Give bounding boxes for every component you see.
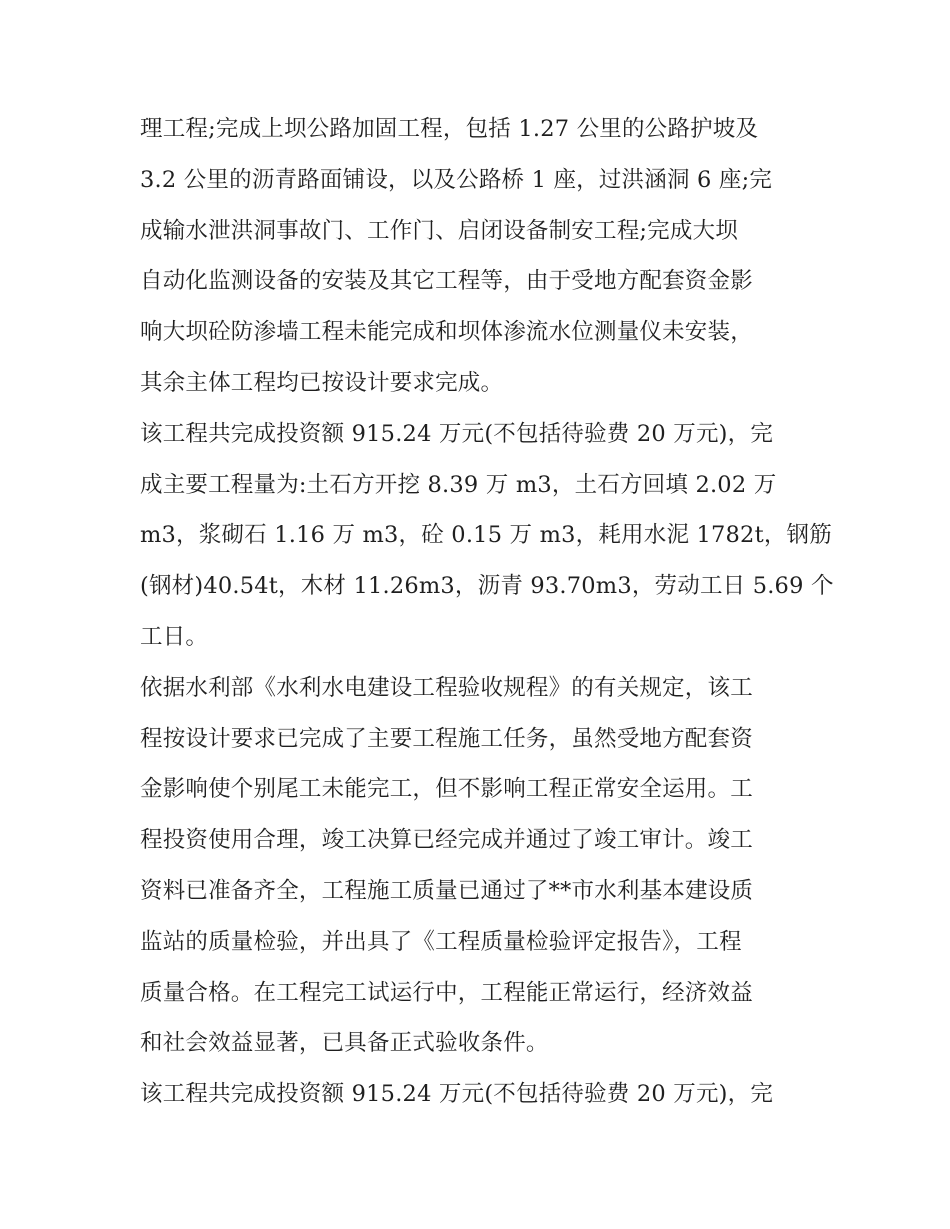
- text-line: 程投资使用合理，竣工决算已经完成并通过了竣工审计。竣工: [140, 827, 753, 854]
- text-line: 工日。: [140, 623, 209, 650]
- paragraph-1: [140, 104, 812, 409]
- text-line: 该工程共完成投资额 915.24 万元(不包括待验费 20 万元)，完: [140, 1081, 774, 1108]
- text-line: 响大坝砼防渗墙工程未能完成和坝体渗流水位测量仪未安装，: [140, 319, 753, 346]
- text-line: 程按设计要求已完成了主要工程施工任务，虽然受地方配套资: [140, 725, 753, 752]
- text-line: 自动化监测设备的安装及其它工程等，由于受地方配套资金影: [140, 268, 753, 295]
- text-line: 成主要工程量为:土石方开挖 8.39 万 m3，土石方回填 2.02 万: [140, 471, 777, 498]
- text-line: 金影响使个别尾工未能完工，但不影响工程正常安全运用。工: [140, 776, 753, 803]
- paragraph-2: [140, 409, 834, 663]
- text-line: 质量合格。在工程完工试运行中，工程能正常运行，经济效益: [140, 979, 753, 1006]
- text-line: 资料已准备齐全，工程施工质量已通过了**市水利基本建设质: [140, 877, 754, 904]
- text-line: 理工程;完成上坝公路加固工程，包括 1.27 公里的公路护坡及: [140, 116, 759, 142]
- text-line: 其余主体工程均已按设计要求完成。: [140, 369, 504, 396]
- text-line: (钢材)40.54t，木材 11.26m3，沥青 93.70m3，劳动工日 5.69 个: [140, 573, 834, 600]
- paragraph-3: [140, 663, 812, 1069]
- paragraph-4: [140, 1069, 812, 1120]
- text-line: m3，浆砌石 1.16 万 m3，砼 0.15 万 m3，耗用水泥 1782t，钢筋: [140, 522, 832, 549]
- text-line: 3.2 公里的沥青路面铺设，以及公路桥 1 座，过洪涵洞 6 座;完: [140, 166, 773, 193]
- text-line: 和社会效益显著，已具备正式验收条件。: [140, 1030, 549, 1057]
- text-line: 监站的质量检验，并出具了《工程质量检验评定报告》，工程: [140, 928, 742, 955]
- text-line: 成输水泄洪洞事故门、工作门、启闭设备制安工程;完成大坝: [140, 217, 738, 244]
- document-body: [140, 104, 834, 1120]
- text-line: 依据水利部《水利水电建设工程验收规程》的有关规定，该工: [140, 674, 753, 701]
- text-line: 该工程共完成投资额 915.24 万元(不包括待验费 20 万元)，完: [140, 420, 774, 447]
